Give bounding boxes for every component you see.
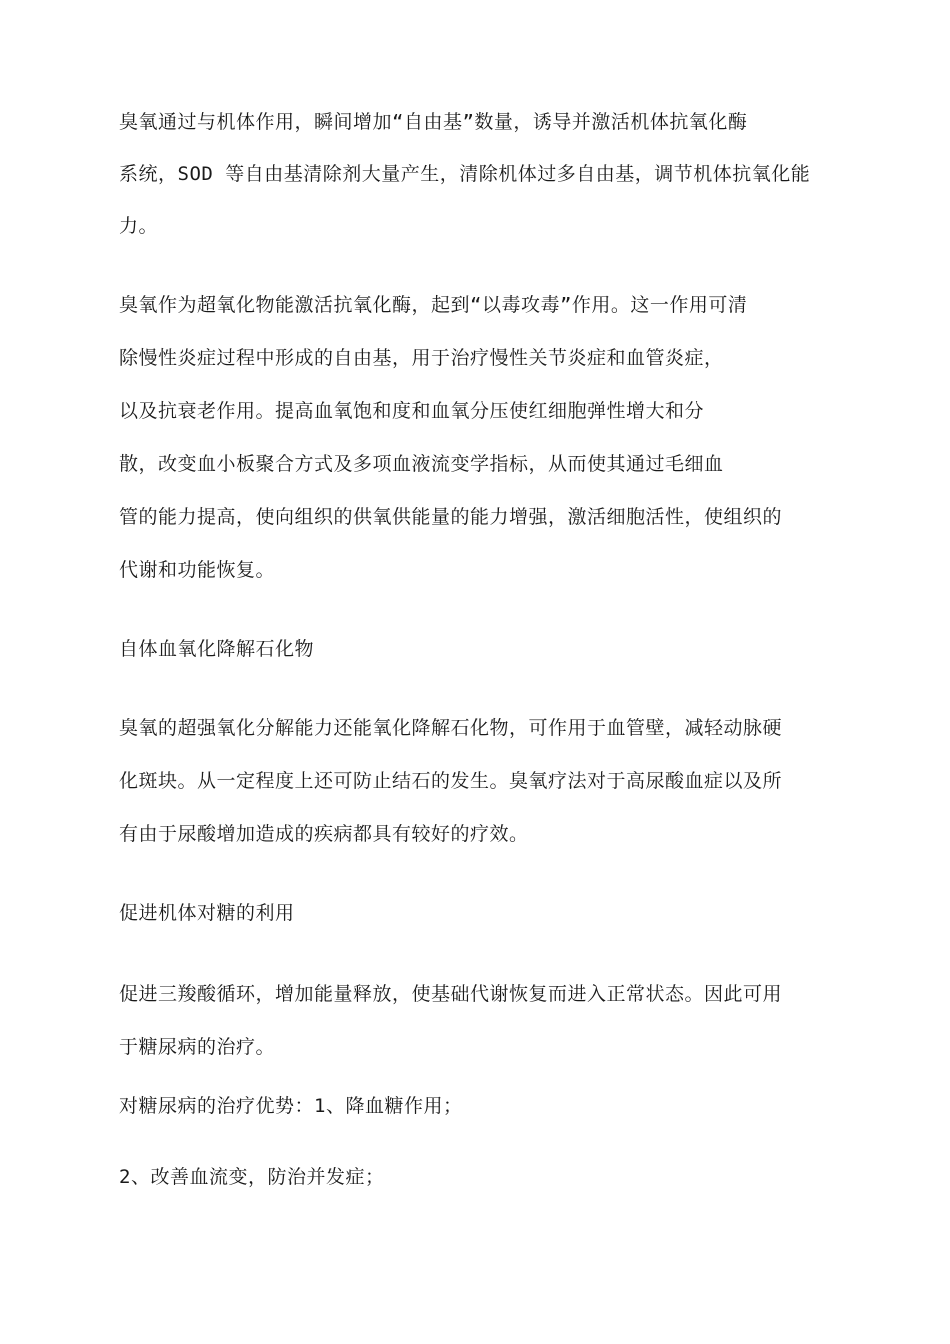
paragraph-2-line-1: 臭氧作为超氧化物能激活抗氧化酶，起到“以毒攻毒”作用。这一作用可清 xyxy=(119,294,748,316)
paragraph-2-line-2: 除慢性炎症过程中形成的自由基，用于治疗慢性关节炎症和血管炎症， xyxy=(119,347,724,369)
paragraph-4-line-2: 于糖尿病的治疗。 xyxy=(119,1036,276,1058)
paragraph-1-line-1: 臭氧通过与机体作用，瞬间增加“自由基”数量，诱导并激活机体抗氧化酶 xyxy=(119,111,748,133)
diabetes-advantage-item-1: 对糖尿病的治疗优势：1、降血糖作用； xyxy=(119,1095,463,1117)
paragraph-1-line-3: 力。 xyxy=(119,215,159,237)
paragraph-1-line-2: 系统，SOD 等自由基清除剂大量产生，清除机体过多自由基，调节机体抗氧化能 xyxy=(119,163,811,185)
paragraph-2-line-6: 代谢和功能恢复。 xyxy=(119,559,276,581)
diabetes-advantage-item-2: 2、改善血流变，防治并发症； xyxy=(119,1166,385,1188)
section-heading-glucose: 促进机体对糖的利用 xyxy=(119,902,295,924)
paragraph-3-line-1: 臭氧的超强氧化分解能力还能氧化降解石化物，可作用于血管壁，减轻动脉硬 xyxy=(119,717,783,739)
section-heading-petrochemical: 自体血氧化降解石化物 xyxy=(119,638,315,660)
paragraph-2-line-4: 散，改变血小板聚合方式及多项血液流变学指标，从而使其通过毛细血 xyxy=(119,453,724,475)
paragraph-2-line-3: 以及抗衰老作用。提高血氧饱和度和血氧分压使红细胞弹性增大和分 xyxy=(119,400,705,422)
paragraph-3-line-2: 化斑块。从一定程度上还可防止结石的发生。臭氧疗法对于高尿酸血症以及所 xyxy=(119,770,783,792)
paragraph-4-line-1: 促进三羧酸循环，增加能量释放，使基础代谢恢复而进入正常状态。因此可用 xyxy=(119,983,783,1005)
paragraph-2-line-5: 管的能力提高，使向组织的供氧供能量的能力增强，激活细胞活性，使组织的 xyxy=(119,506,783,528)
paragraph-3-line-3: 有由于尿酸增加造成的疾病都具有较好的疗效。 xyxy=(119,823,529,845)
